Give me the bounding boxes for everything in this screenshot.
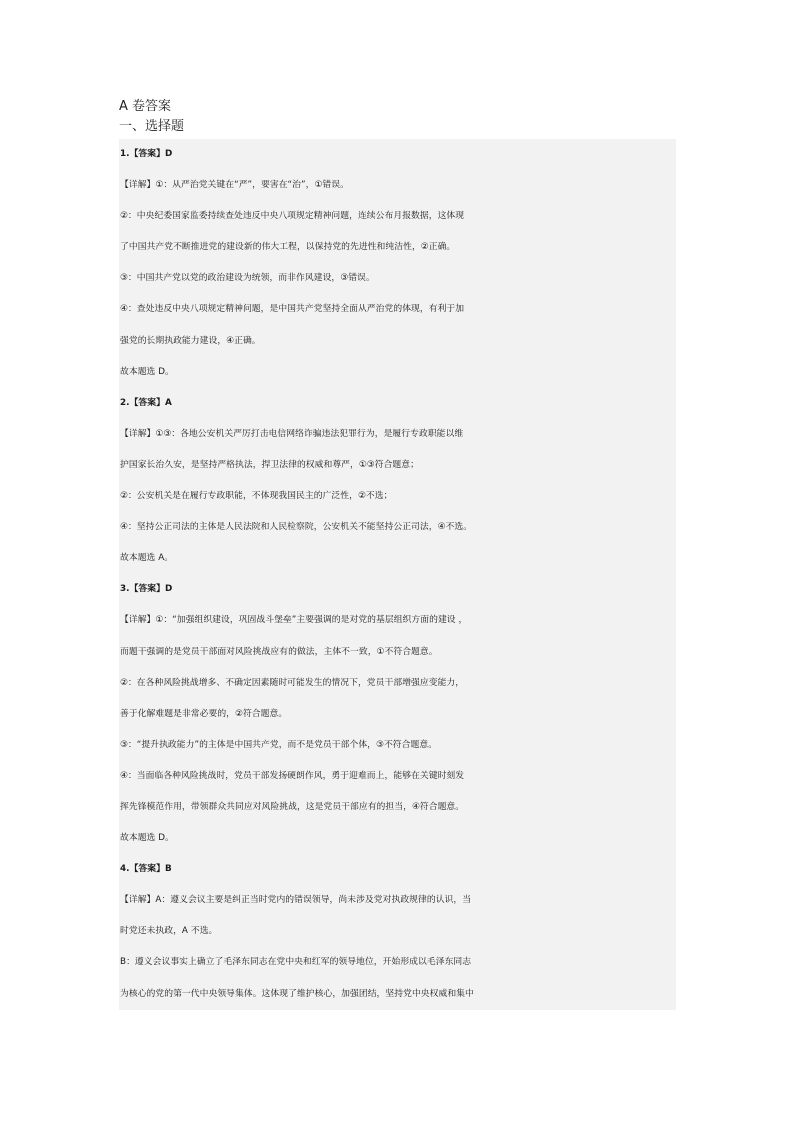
answer-heading: 2.【答案】A [120,397,172,408]
answer-heading: 4.【答案】B [120,864,172,875]
answer-heading: 1.【答案】D [120,149,173,159]
answer-line: ②：公安机关是在履行专政职能，不体现我国民主的广泛性，②不选； [120,491,393,502]
answer-line: 【详解】①③：各地公安机关严厉打击电信网络诈骗违法犯罪行为，是履行专政职能以维 [120,428,464,439]
answer-line: 故本题选 D。 [120,833,174,844]
answer-line: 时党还未执政，A 不选。 [120,926,218,937]
answer-line: 故本题选 A。 [120,553,174,564]
section-title: 一、选择题 [119,119,185,134]
answer-line: 了中国共产党不断推进党的建设新的伟大工程，以保持党的先进性和纯洁性，②正确。 [120,242,456,253]
answer-content [119,139,676,1010]
answer-line: 【详解】①：从严治党关键在“严”，要害在“治”，①错误。 [120,180,349,191]
answer-line: 护国家长治久安，是坚持严格执法，捍卫法律的权威和尊严，①③符合题意； [120,459,419,470]
answer-line: 【详解】①：“加强组织建设，巩固战斗堡垒”主要强调的是对党的基层组织方面的建设 ， [120,615,468,626]
page-title: A 卷答案 [119,99,172,114]
answer-line: ②：在各种风险挑战增多、不确定因素随时可能发生的情况下，党员干部增强应变能力， [120,677,465,688]
answer-heading: 3.【答案】D [120,584,173,595]
answer-line: ②：中央纪委国家监委持续查处违反中央八项规定精神问题，连续公布月报数据，这体现 [120,211,465,222]
answer-line: ④：当面临各种风险挑战时，党员干部发扬硬朗作风，勇于迎难而上，能够在关键时刻发 [120,770,465,781]
answer-line: B：遵义会议事实上确立了毛泽东同志在党中央和红军的领导地位，开始形成以毛泽东同志 [120,957,472,968]
answer-line: 【详解】A：遵义会议主要是纠正当时党内的错误领导，尚未涉及党对执政规律的认识，当 [120,895,472,906]
answer-line: ④：查处违反中央八项规定精神问题，是中国共产党坚持全面从严治党的体现，有利于加 [120,304,465,315]
answer-line: 而题干强调的是党员干部面对风险挑战应有的做法，主体不一致，①不符合题意。 [120,646,438,657]
answer-line: 为核心的党的第一代中央领导集体。这体现了维护核心，加强团结，坚持党中央权威和集中 [120,988,474,999]
answer-line: ③：“提升执政能力”的主体是中国共产党，而不是党员干部个体，③不符合题意。 [120,739,438,750]
answer-line: ④：坚持公正司法的主体是人民法院和人民检察院，公安机关不能坚持公正司法，④不选。 [120,522,473,533]
answer-line: 强党的长期执政能力建设，④正确。 [120,335,261,346]
answer-line: ③：中国共产党以党的政治建设为统领，而非作风建设，③错误。 [120,273,375,284]
answer-line: 善于化解难题是非常必要的，②符合题意。 [120,708,288,719]
answer-line: 挥先锋模范作用，带领群众共同应对风险挑战，这是党员干部应有的担当，④符合题意。 [120,801,465,812]
answer-line: 故本题选 D。 [120,366,174,377]
